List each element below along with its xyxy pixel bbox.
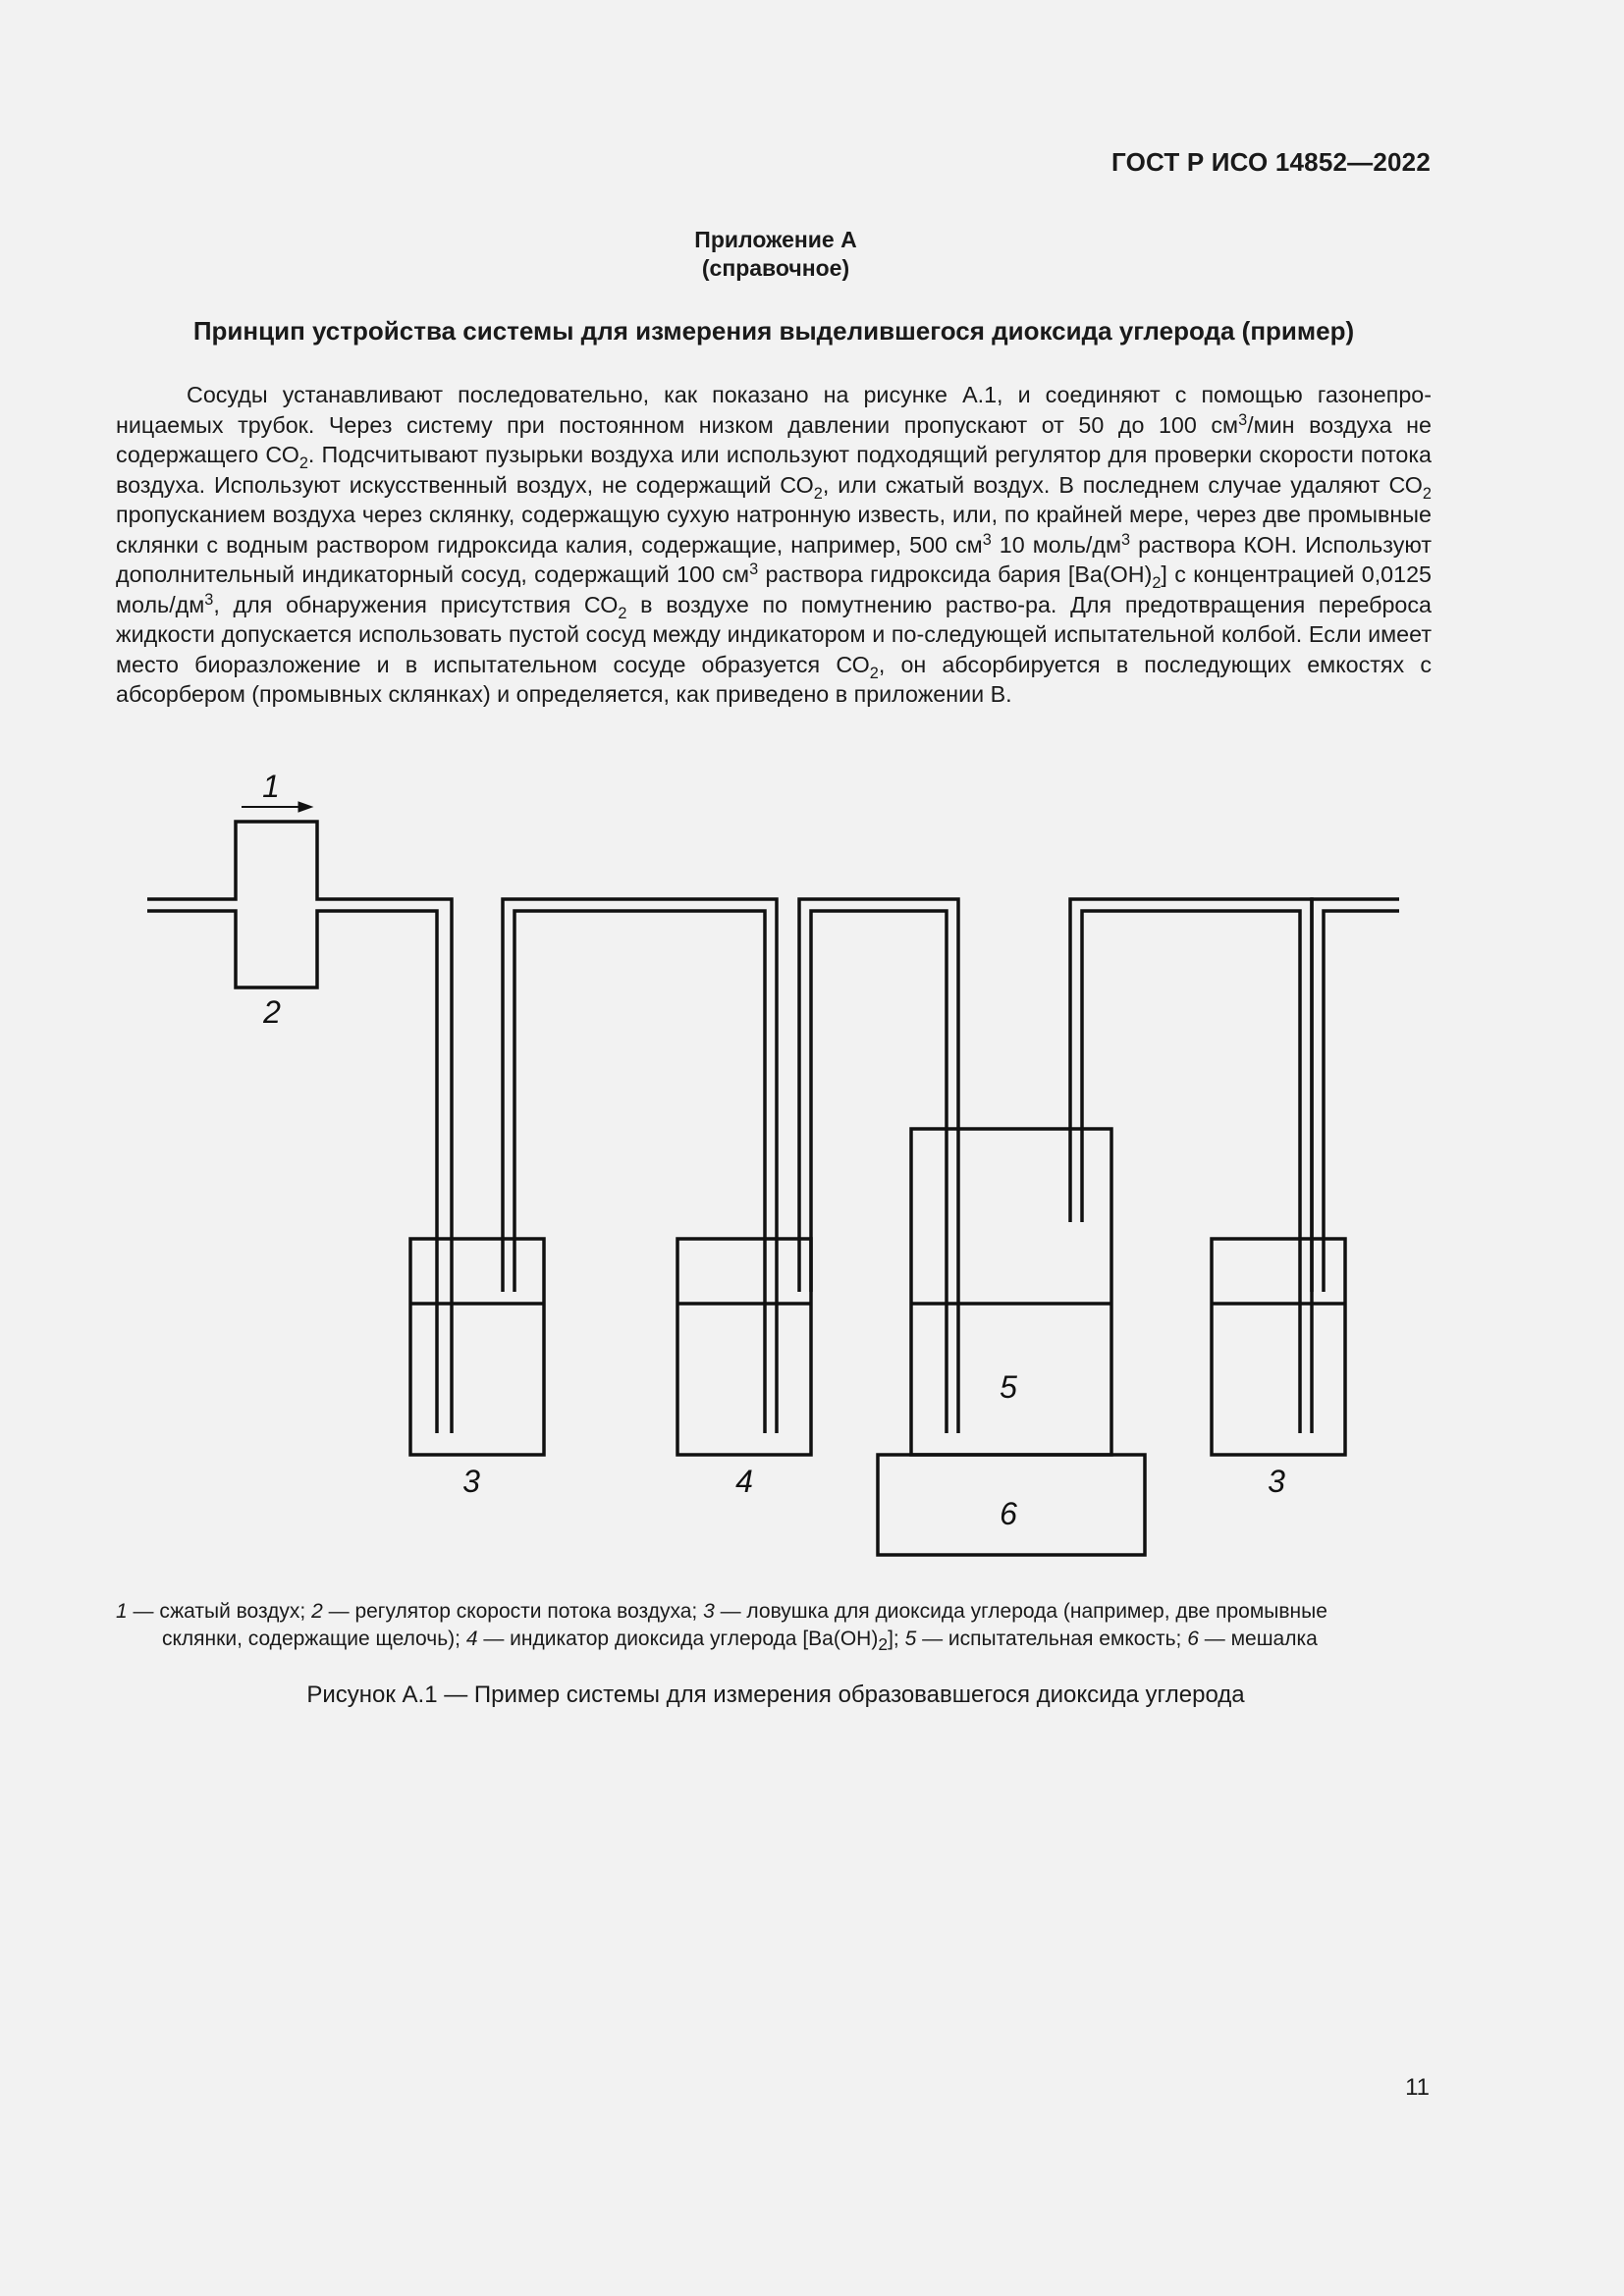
section-title: Принцип устройства системы для измерения выделившегося диоксида углерода (пример) <box>192 316 1355 346</box>
body-paragraph: Сосуды устанавливают последовательно, как показано на рисунке А.1, и соединяют с помощью газонепро-ницаемых трубок. Через систему при постоянном низком давлении пропускают от 50 до 100 $см^3$/мин воздуха не содержащего $СО_2$. Подсчитывают пузырьки воздуха или используют подходящий регулятор для проверки скорости потока воздуха. Используют искусственный воздух, не содержащий $СО_2$, или сжатый воздух. В последнем случае удаляют $СО_2$ пропусканием воздуха через склянку, содержащую сухую натронную известь, или, по крайней мере, через две промывные склянки с водным раствором гидроксида калия, содержащие, например, 500 $см^3$ 10 моль/$дм^3$ раствора КОН. Используют дополнительный индикаторный сосуд, содержащий 100 $см^3$ раствора гидроксида бария $[Ва(ОН)_2]$ с концентрацией 0,0125 моль/$дм^3$, для обнаружения присутствия $СО_2$ в воздухе по помутнению раство-ра. Для предотвращения переброса жидкости допускается использовать пустой сосуд между индикатором и по-следующей испытательной колбой. Если имеет место биоразложение и в испытательном сосуде образуется $СО_2$, он абсорбируется в последующих емкостях с абсорбером (промывных склянках) и определяется, как приведено в приложении В. <box>116 382 1433 707</box>
label-1: 1 <box>262 769 280 804</box>
label-5: 5 <box>1000 1369 1017 1405</box>
figure-legend: 1 — сжатый воздух; 2 — регулятор скорости потока воздуха; 3 — ловушка для диоксида углерода (например, две промывные склянки, содержащие щелочь); 4 — индикатор диоксида углерода $[Ва(ОН)_2]$; 5 — испытательная емкость; 6 — мешалка <box>116 1600 1327 1655</box>
figure-caption: Рисунок А.1 — Пример системы для измерения образовавшегося диоксида углерода <box>306 1682 1245 1708</box>
label-3-left: 3 <box>462 1464 480 1499</box>
inlet-tube <box>147 822 452 1433</box>
appendix-heading <box>0 226 1551 283</box>
document-header: ГОСТ Р ИСО 14852—2022 <box>1110 147 1431 177</box>
indicator-bottle <box>677 1239 811 1455</box>
label-6: 6 <box>1000 1496 1017 1531</box>
apparatus-diagram <box>0 746 1624 1590</box>
appendix-label: Приложение А <box>694 227 857 252</box>
tube-4-to-5 <box>799 899 958 1433</box>
label-3-right: 3 <box>1268 1464 1285 1499</box>
co2-trap-bottle-left <box>410 1239 544 1455</box>
label-4: 4 <box>735 1464 753 1499</box>
tube-5-to-3 <box>1070 899 1312 1433</box>
page-number: 11 <box>1405 2074 1430 2101</box>
label-2: 2 <box>263 994 281 1030</box>
inlet-tube-inner <box>147 911 437 1433</box>
appendix-status: (справочное) <box>701 255 850 281</box>
